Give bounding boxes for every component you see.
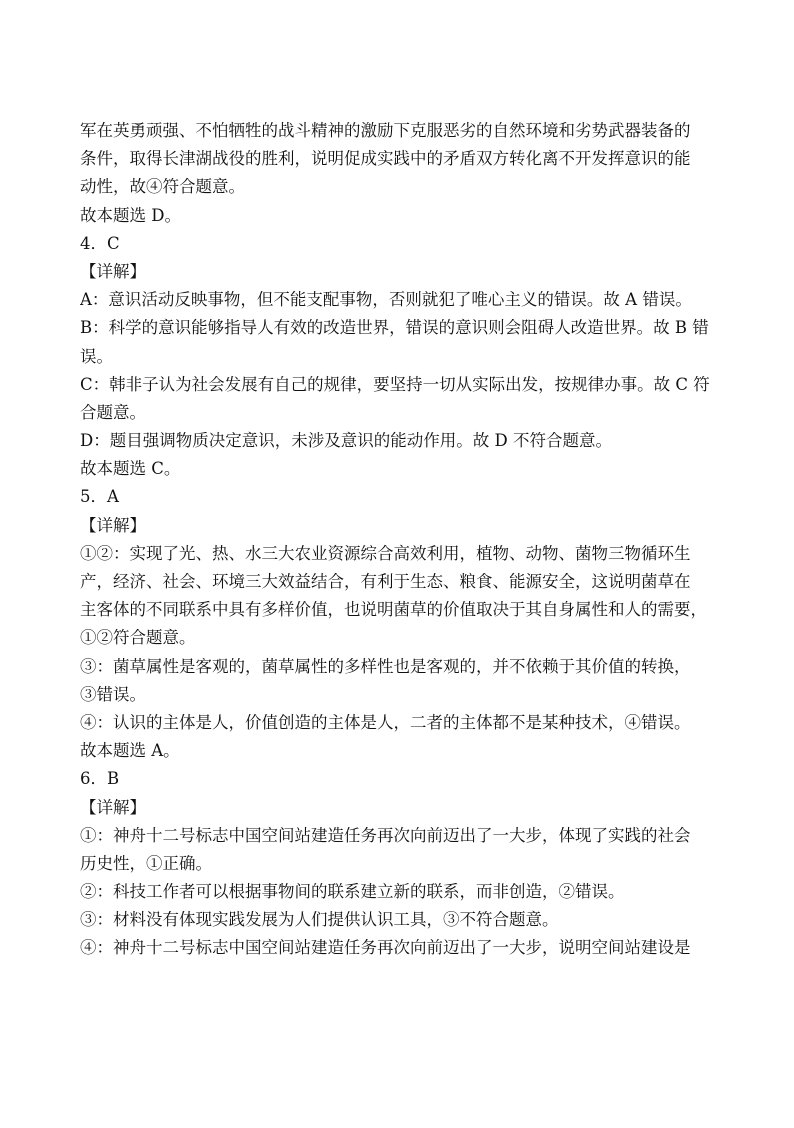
question-answer-6: 6．B — [80, 769, 120, 789]
text-line: 动性，故④符合题意。 — [80, 177, 245, 197]
detail-heading: 【详解】 — [80, 797, 146, 817]
option-b-text: B：科学的意识能够指导人有效的改造世界，错误的意识则会阻碍人改造世界。故 B 错 — [80, 318, 709, 338]
question-answer-5: 5．A — [80, 487, 119, 507]
answer-conclusion: 故本题选 D。 — [80, 205, 181, 225]
option-b-text-cont: 误。 — [80, 346, 113, 366]
document-page — [80, 117, 720, 963]
item-3-text-cont: ③错误。 — [80, 684, 146, 704]
item-1-text: ①：神舟十二号标志中国空间站建造任务再次向前迈出了一大步，体现了实践的社会 — [80, 825, 691, 845]
item-12-text-cont: 产，经济、社会、环境三大效益结合，有利于生态、粮食、能源安全，这说明菌草在 — [80, 572, 691, 591]
text-line: 军在英勇顽强、不怕牺牲的战斗精神的激励下克服恶劣的自然环境和劣势武器装备的 — [80, 121, 691, 140]
option-c-text-cont: 合题意。 — [80, 402, 146, 422]
detail-heading: 【详解】 — [80, 261, 146, 281]
answer-conclusion: 故本题选 C。 — [80, 459, 181, 479]
detail-heading: 【详解】 — [80, 515, 146, 535]
item-3-text: ③：菌草属性是客观的，菌草属性的多样性也是客观的，并不依赖于其价值的转换， — [80, 656, 691, 676]
question-answer-4: 4．C — [80, 233, 120, 253]
item-4-text: ④：认识的主体是人，价值创造的主体是人，二者的主体都不是某种技术，④错误。 — [80, 712, 691, 732]
text-line: 条件，取得长津湖战役的胜利，说明促成实践中的矛盾双方转化离不开发挥意识的能 — [80, 149, 691, 169]
option-c-text: C：韩非子认为社会发展有自己的规律，要坚持一切从实际出发，按规律办事。故 C 符 — [80, 374, 710, 394]
item-1-text-cont: 历史性，①正确。 — [80, 853, 212, 873]
item-12-text-cont: ①②符合题意。 — [80, 628, 196, 648]
option-d-text: D：题目强调物质决定意识，未涉及意识的能动作用。故 D 不符合题意。 — [80, 431, 612, 451]
item-2-text: ②：科技工作者可以根据事物间的联系建立新的联系，而非创造，②错误。 — [80, 882, 625, 902]
item-12-text: ①②：实现了光、热、水三大农业资源综合高效利用，植物、动物、菌物三物循环生 — [80, 543, 691, 563]
item-4-text: ④：神舟十二号标志中国空间站建造任务再次向前迈出了一大步，说明空间站建设是 — [80, 938, 691, 958]
item-3-text: ③：材料没有体现实践发展为人们提供认识工具，③不符合题意。 — [80, 910, 559, 930]
answer-conclusion: 故本题选 A。 — [80, 741, 180, 761]
item-12-text-cont: 主客体的不同联系中具有多样价值，也说明菌草的价值取决于其自身属性和人的需要， — [80, 600, 707, 620]
option-a-text: A：意识活动反映事物，但不能支配事物，否则就犯了唯心主义的错误。故 A 错误。 — [80, 290, 692, 310]
